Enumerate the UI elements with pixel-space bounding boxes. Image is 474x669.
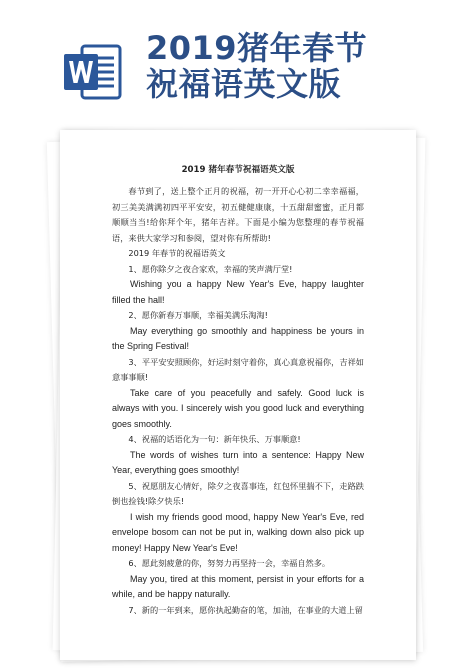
paragraph-english: I wish my friends good mood, happy New Year's Eve, red envelope bosom can not be put in, walking down also pick up money! Happy New Year's Eve! [112,511,364,553]
paragraph-chinese: 4、祝福的话语化为一句：新年快乐、万事顺意! [128,434,301,444]
paragraph-chinese: 春节到了，送上整个正月的祝福，初一开开心心初二幸幸福福，初三美美满满初四平平安安，初五健健康康，十五甜甜蜜蜜，正月都顺顺当当!给你拜个年，猪年吉祥。下面是小编为您整理的春节祝福语，来供大家学习和参阅，望对你有所帮助! [112,186,364,243]
paragraph-chinese: 2、愿你新春万事顺，幸福美满乐淘淘! [128,310,268,320]
paragraph-english: Take care of you peacefully and safely. Good luck is always with you. I sincerely wish you good luck and everything goes smoothly. [112,387,364,429]
paragraph-chinese: 1、愿你除夕之夜合家欢，幸福的笑声满厅堂! [128,263,293,274]
paragraph-list [112,184,364,618]
paragraph-chinese: 6、愿此刻疲惫的你，努努力再坚持一会，幸福自然多。 [128,558,331,568]
banner [0,0,474,130]
word-doc-icon [60,40,124,104]
paragraph-chinese: 3、平平安安照顾你，好运时刻守着你，真心真意祝福你，吉祥如意事事顺! [112,356,364,382]
paragraph-english: May everything go smoothly and happiness be yours in the Spring Festival! [112,325,364,351]
document-body [112,162,364,618]
paragraph-english: May you, tired at this moment, persist in your efforts for a while, and be happy naturally. [112,573,364,599]
document-page [60,130,416,660]
paragraph-english: Wishing you a happy New Year's Eve, happy laughter filled the hall! [112,279,364,305]
paragraph-chinese: 5、祝愿朋友心情好，除夕之夜喜事连，红包怀里揣不下，走路跌倒也捡钱!除夕快乐! [112,480,364,506]
document-title: 2019 猪年春节祝福语英文版 [181,165,295,175]
banner-title-line1: 2019猪年春节 [146,29,368,67]
paragraph-english: The words of wishes turn into a sentence: Happy New Year, everything goes smoothly! [112,449,364,475]
banner-title-line2: 祝福语英文版 [146,65,342,103]
banner-title [146,30,367,102]
paragraph-chinese: 7、新的一年到来，愿你执起勤奋的笔，加油，在事业的大道上留 [128,604,363,615]
paragraph-chinese: 2019 年春节的祝福语英文 [128,248,226,258]
